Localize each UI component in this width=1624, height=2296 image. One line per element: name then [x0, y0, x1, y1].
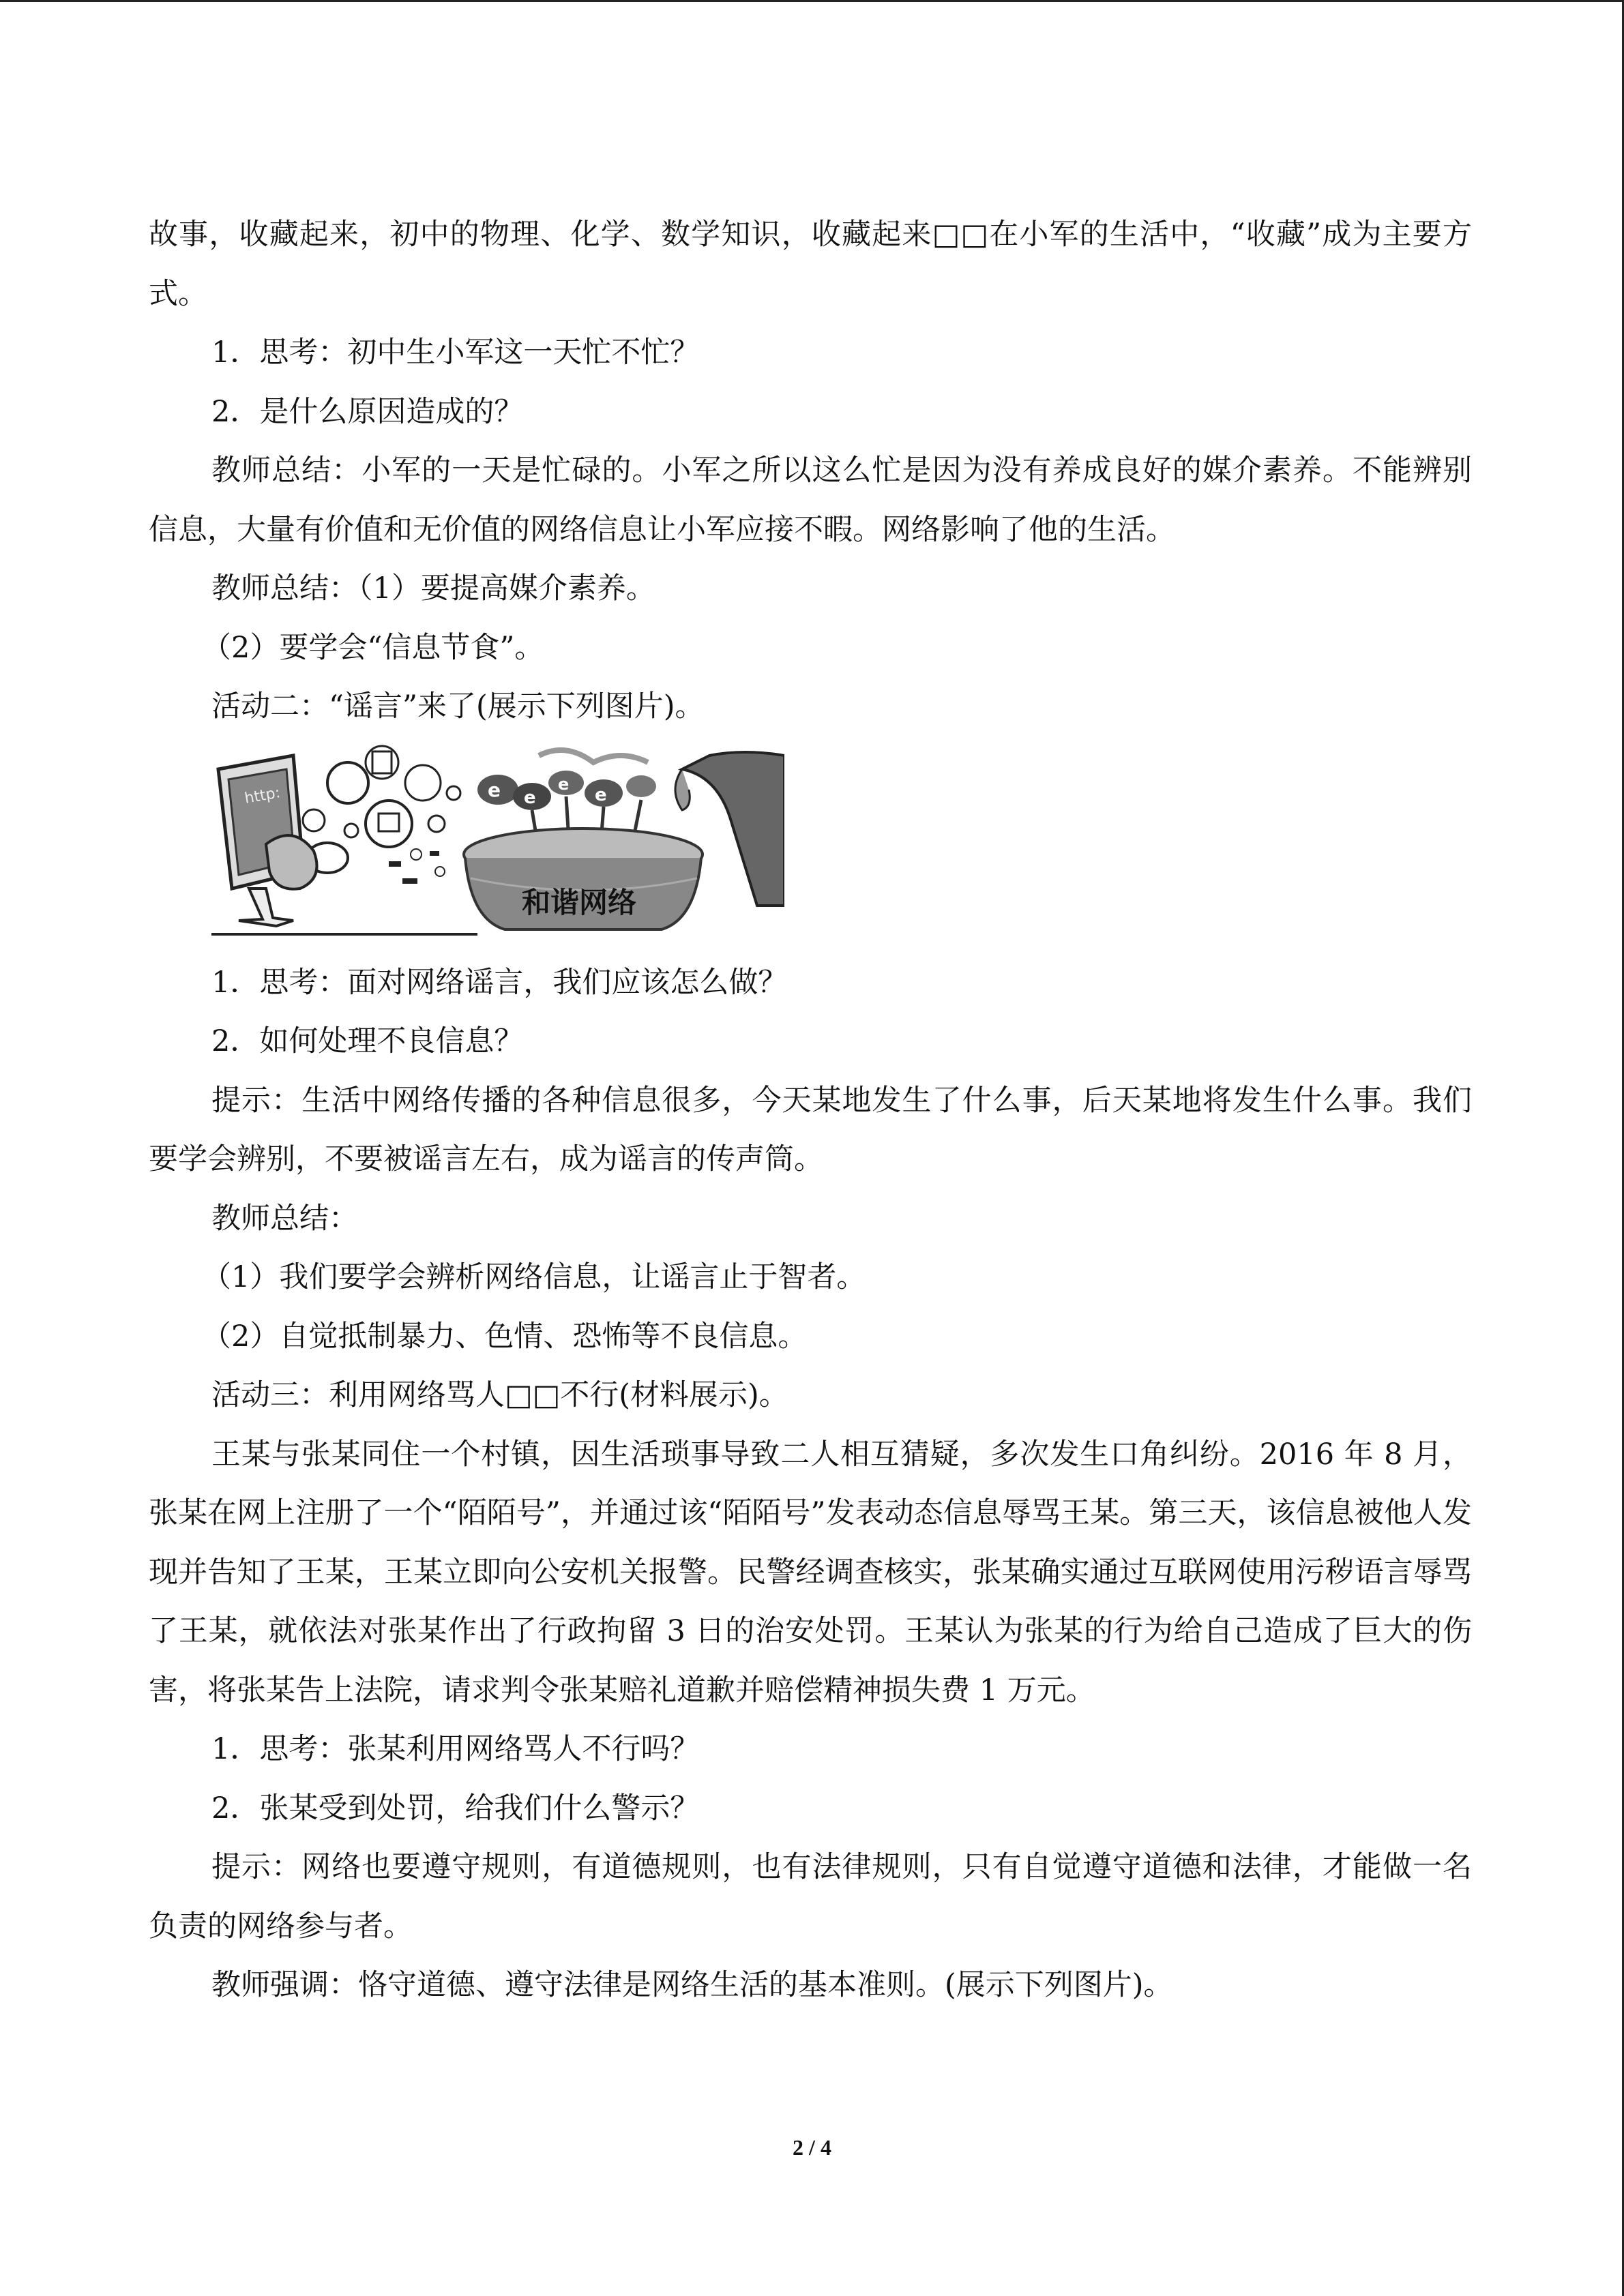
- paragraph: 提示：网络也要遵守规则，有道德规则，也有法律规则，只有自觉遵守道德和法律，才能做一名负责的网络参与者。: [149, 1850, 1472, 1943]
- paragraph: （2）要学会“信息节食”。: [202, 630, 544, 665]
- paragraph: 1．思考：张某利用网络骂人不行吗？: [211, 1732, 700, 1766]
- paragraph: 教师总结：: [211, 1201, 358, 1236]
- bowl-label: 和谐网络: [522, 885, 637, 919]
- page-number: 2 / 4: [793, 2135, 831, 2160]
- paragraph: 2．是什么原因造成的？: [211, 394, 524, 429]
- paragraph: 2．张某受到处罚，给我们什么警示？: [211, 1791, 700, 1825]
- svg-text:e: e: [595, 784, 607, 805]
- paragraphs-after-figure: [149, 953, 1472, 2015]
- paragraph: 教师总结：（1）要提高媒介素养。: [211, 571, 655, 606]
- document-body: [149, 205, 1472, 2015]
- svg-text:e: e: [524, 787, 536, 808]
- paragraph: 活动二：“谣言”来了(展示下列图片)。: [211, 689, 705, 724]
- monitor-cartoon-icon: [211, 746, 477, 936]
- paragraph: 教师强调：恪守道德、遵守法律是网络生活的基本准则。(展示下列图片)。: [211, 1968, 1173, 2002]
- paragraph: 2．如何处理不良信息？: [211, 1024, 524, 1058]
- paragraph: 活动三：利用网络骂人□□不行(材料展示)。: [211, 1378, 788, 1412]
- paragraph: 王某与张某同住一个村镇，因生活琐事导致二人相互猜疑，多次发生口角纠纷。2016 年 8 月，张某在网上注册了一个“陌陌号”，并通过该“陌陌号”发表动态信息辱骂王某。第三天，该信息被他人发现并告知了王某，王某立即向公安机关报警。民警经调查核实，张某确实通过互联网使用污秽语言辱骂了王某，就依法对张某作出了行政拘留 3 日的治安处罚。王某认为张某的行为给自己造成了巨大的伤害，将张某告上法院，请求判令张某赔礼道歉并赔偿精神损失费 1 万元。: [149, 1437, 1472, 1708]
- harmonious-network-bowl-icon: [464, 750, 784, 929]
- paragraph: 故事，收藏起来，初中的物理、化学、数学知识，收藏起来□□在小军的生活中，“收藏”成为主要方式。: [149, 218, 1472, 311]
- svg-text:e: e: [558, 774, 570, 794]
- svg-text:http:: http:: [243, 784, 282, 807]
- paragraph: 1．思考：初中生小军这一天忙不忙？: [211, 336, 700, 370]
- rumor-illustration: [211, 742, 784, 940]
- paragraph: 教师总结：小军的一天是忙碌的。小军之所以这么忙是因为没有养成良好的媒介素养。不能辨别信息，大量有价值和无价值的网络信息让小军应接不暇。网络影响了他的生活。: [149, 453, 1472, 547]
- rumor-illustration-image: [211, 742, 784, 940]
- paragraph: 1．思考：面对网络谣言，我们应该怎么做？: [211, 965, 788, 1000]
- paragraph: （2）自觉抵制暴力、色情、恐怖等不良信息。: [202, 1319, 808, 1354]
- paragraphs-before-figure: [149, 205, 1472, 736]
- svg-text:e: e: [488, 778, 501, 801]
- paragraph: （1）我们要学会辨析网络信息，让谣言止于智者。: [202, 1260, 866, 1294]
- paragraph: 提示：生活中网络传播的各种信息很多，今天某地发生了什么事，后天某地将发生什么事。我们要学会辨别，不要被谣言左右，成为谣言的传声筒。: [149, 1083, 1472, 1176]
